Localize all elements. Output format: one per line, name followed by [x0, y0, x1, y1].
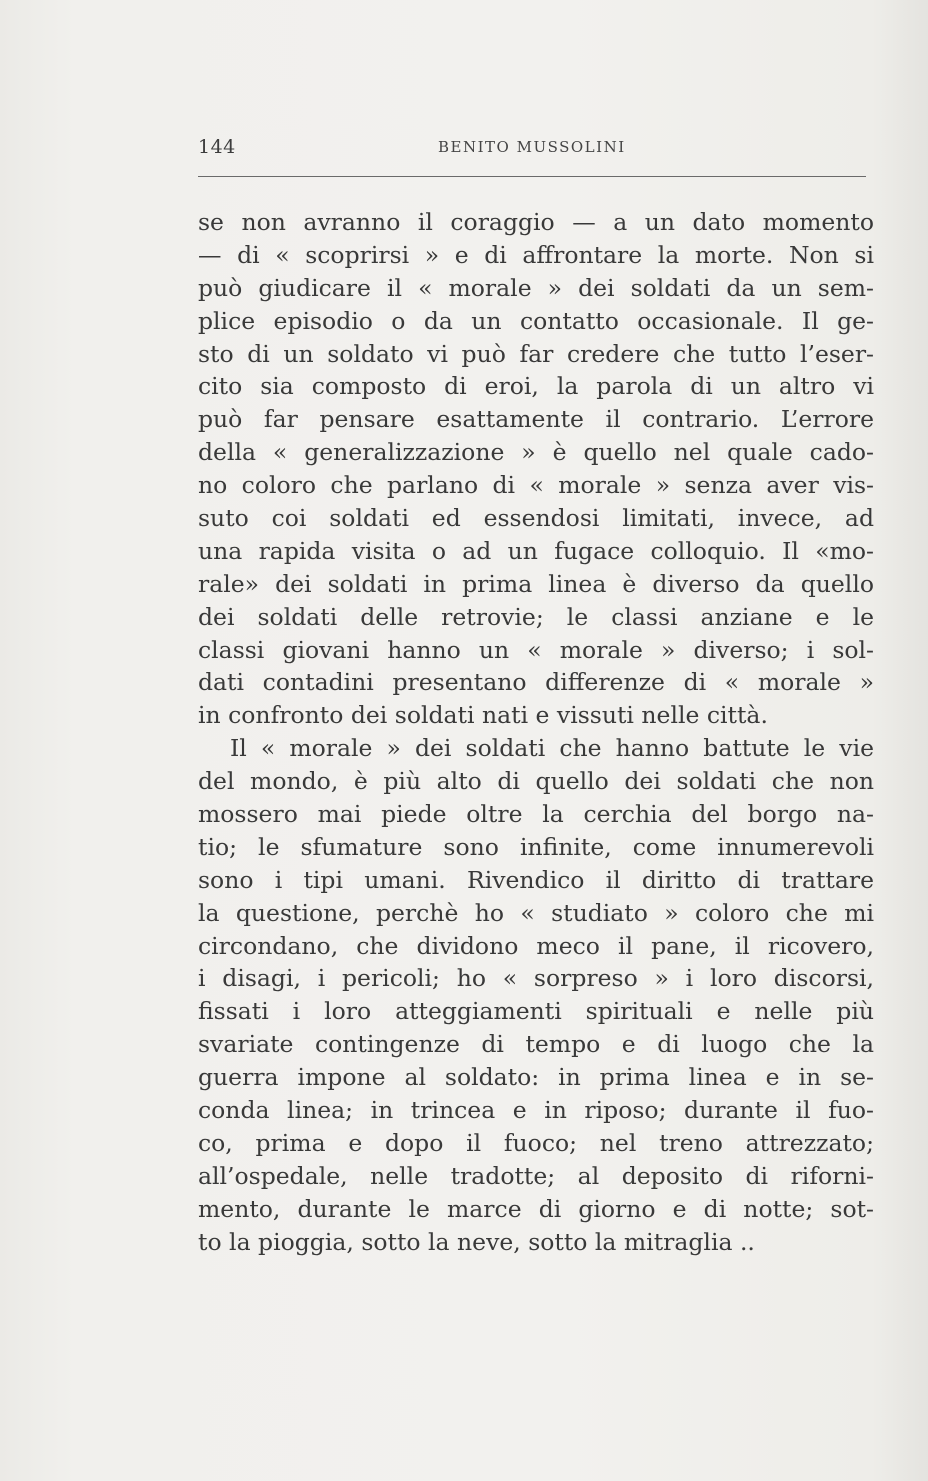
text-line: to la pioggia, sotto la neve, sotto la mitraglia .. — [198, 1227, 755, 1256]
text-line: co, prima e dopo il fuoco; nel treno attrezzato; — [198, 1128, 874, 1157]
text-line: se non avranno il coraggio — a un dato momento — [198, 208, 874, 236]
paragraph-first-line: Il « morale » dei soldati che hanno battute le vie — [230, 734, 874, 763]
running-head — [198, 136, 874, 158]
text-line: cito sia composto di eroi, la parola di un altro vi — [198, 372, 874, 401]
text-line: sono i tipi umani. Rivendico il diritto di trattare — [198, 865, 874, 894]
text-line: suto coi soldati ed essendosi limitati, invece, ad — [198, 504, 874, 533]
text-line: una rapida visita o ad un fugace colloquio. Il «mo- — [198, 536, 874, 565]
header-rule — [198, 176, 866, 177]
text-line: dati contadini presentano differenze di « morale » — [198, 668, 874, 697]
text-line: la questione, perchè ho « studiato » coloro che mi — [198, 898, 874, 927]
text-line: della « generalizzazione » è quello nel quale cado- — [198, 438, 874, 467]
text-line: guerra impone al soldato: in prima linea e in se- — [198, 1063, 874, 1092]
text-line: può far pensare esattamente il contrario. L’errore — [198, 405, 874, 434]
text-line: tio; le sfumature sono infinite, come innumerevoli — [198, 832, 874, 861]
text-line: in confronto dei soldati nati e vissuti nelle città. — [198, 701, 768, 730]
text-line: rale» dei soldati in prima linea è diverso da quello — [198, 569, 874, 598]
body-text — [198, 206, 874, 1259]
text-line: sto di un soldato vi può far credere che tutto l’eser- — [198, 339, 874, 368]
text-line: mento, durante le marce di giorno e di notte; sot- — [198, 1194, 874, 1223]
text-line: classi giovani hanno un « morale » diverso; i sol- — [198, 635, 874, 664]
page-number: 144 — [198, 136, 236, 158]
text-line: mossero mai piede oltre la cerchia del borgo na- — [198, 800, 874, 829]
text-line: conda linea; in trincea e in riposo; durante il fuo- — [198, 1096, 874, 1125]
text-line: i disagi, i pericoli; ho « sorpreso » i loro discorsi, — [198, 964, 874, 993]
text-line: no coloro che parlano di « morale » senza aver vis- — [198, 471, 874, 500]
text-line: fissati i loro atteggiamenti spirituali e nelle più — [198, 997, 874, 1026]
text-line: circondano, che dividono meco il pane, il ricovero, — [198, 931, 874, 960]
text-line: svariate contingenze di tempo e di luogo che la — [198, 1030, 874, 1059]
text-line: del mondo, è più alto di quello dei soldati che non — [198, 767, 874, 796]
text-line: dei soldati delle retrovie; le classi anziane e le — [198, 602, 874, 631]
text-line: all’ospedale, nelle tradotte; al deposito di riforni- — [198, 1161, 874, 1190]
text-line: può giudicare il « morale » dei soldati da un sem- — [198, 273, 874, 302]
running-title: BENITO MUSSOLINI — [438, 138, 626, 156]
text-line: plice episodio o da un contatto occasionale. Il ge- — [198, 306, 874, 335]
text-line: — di « scoprirsi » e di affrontare la morte. Non si — [198, 240, 874, 269]
